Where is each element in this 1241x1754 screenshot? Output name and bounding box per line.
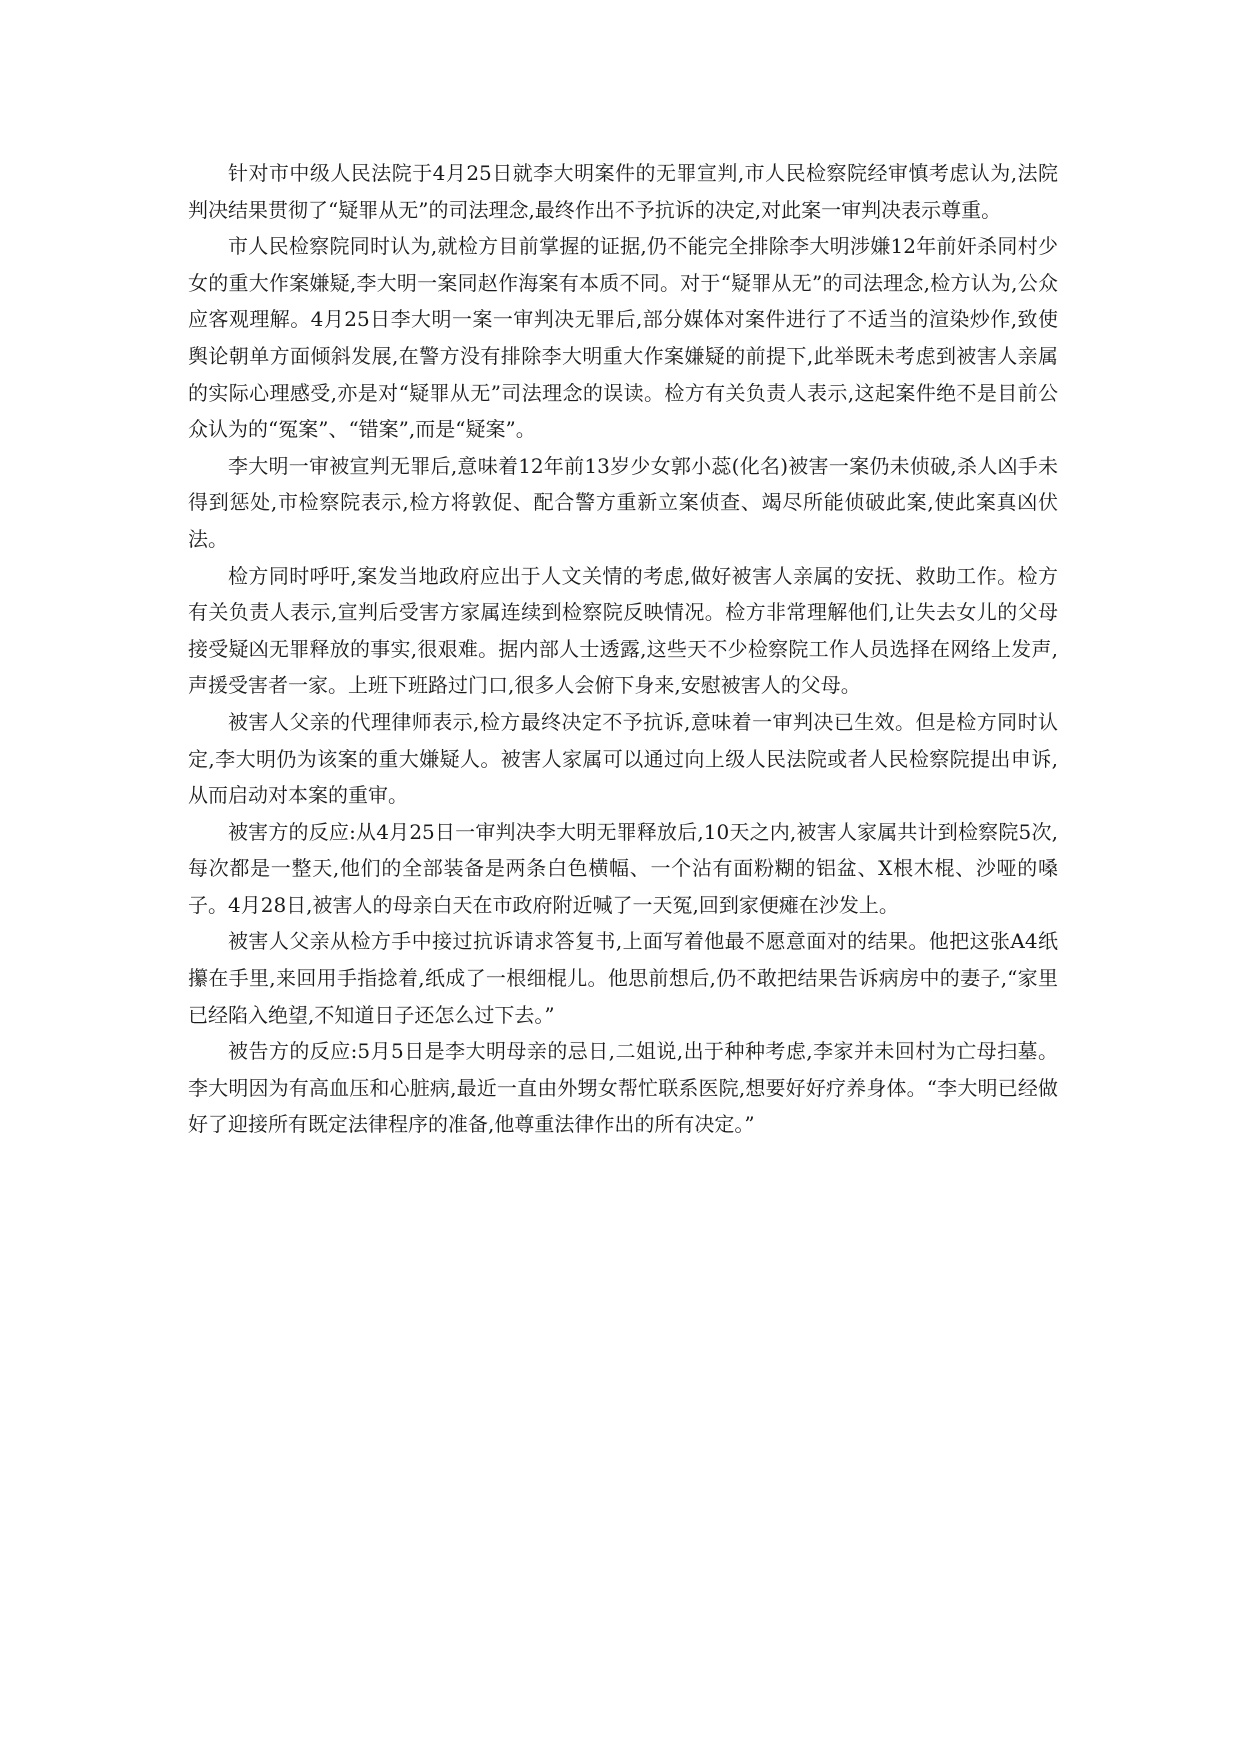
paragraph-2: 市人民检察院同时认为,就检方目前掌握的证据,仍不能完全排除李大明涉嫌12年前奸杀同村少女的重大作案嫌疑,李大明一案同赵作海案有本质不同。对于“疑罪从无”的司法理念,检方认为,公众应客观理解。4月25日李大明一案一审判决无罪后,部分媒体对案件进行了不适当的渲染炒作,致使舆论朝单方面倾斜发展,在警方没有排除李大明重大作案嫌疑的前提下,此举既未考虑到被害人亲属的实际心理感受,亦是对“疑罪从无”司法理念的误读。检方有关负责人表示,这起案件绝不是目前公众认为的“冤案”、“错案”,而是“疑案”。	[188, 234, 1058, 442]
paragraph-4: 检方同时呼吁,案发当地政府应出于人文关情的考虑,做好被害人亲属的安抚、救助工作。检方有关负责人表示,宣判后受害方家属连续到检察院反映情况。检方非常理解他们,让失去女儿的父母接受疑凶无罪释放的事实,很艰难。据内部人士透露,这些天不少检察院工作人员选择在网络上发声,声援受害者一家。上班下班路过门口,很多人会俯下身来,安慰被害人的父母。	[188, 563, 1058, 698]
paragraph-3: 李大明一审被宣判无罪后,意味着12年前13岁少女郭小蕊(化名)被害一案仍未侦破,杀人凶手未得到惩处,市检察院表示,检方将敦促、配合警方重新立案侦查、竭尽所能侦破此案,使此案真凶伏法。	[188, 453, 1058, 551]
article-body	[188, 155, 1058, 1143]
paragraph-8: 被告方的反应:5月5日是李大明母亲的忌日,二姐说,出于种种考虑,李家并未回村为亡母扫墓。李大明因为有高血压和心脏病,最近一直由外甥女帮忙联系医院,想要好好疗养身体。“李大明已经做好了迎接所有既定法律程序的准备,他尊重法律作出的所有决定。”	[188, 1039, 1058, 1137]
paragraph-7: 被害人父亲从检方手中接过抗诉请求答复书,上面写着他最不愿意面对的结果。他把这张A4纸攥在手里,来回用手指捻着,纸成了一根细棍儿。他思前想后,仍不敢把结果告诉病房中的妻子,“家里已经陷入绝望,不知道日子还怎么过下去。”	[188, 929, 1058, 1027]
paragraph-1: 针对市中级人民法院于4月25日就李大明案件的无罪宣判,市人民检察院经审慎考虑认为,法院判决结果贯彻了“疑罪从无”的司法理念,最终作出不予抗诉的决定,对此案一审判决表示尊重。	[188, 161, 1058, 222]
paragraph-6: 被害方的反应:从4月25日一审判决李大明无罪释放后,10天之内,被害人家属共计到检察院5次,每次都是一整天,他们的全部装备是两条白色横幅、一个沾有面粉糊的铝盆、X根木棍、沙哑的嗓子。4月28日,被害人的母亲白天在市政府附近喊了一天冤,回到家便瘫在沙发上。	[188, 819, 1058, 917]
paragraph-5: 被害人父亲的代理律师表示,检方最终决定不予抗诉,意味着一审判决已生效。但是检方同时认定,李大明仍为该案的重大嫌疑人。被害人家属可以通过向上级人民法院或者人民检察院提出申诉,从而启动对本案的重审。	[188, 709, 1058, 808]
